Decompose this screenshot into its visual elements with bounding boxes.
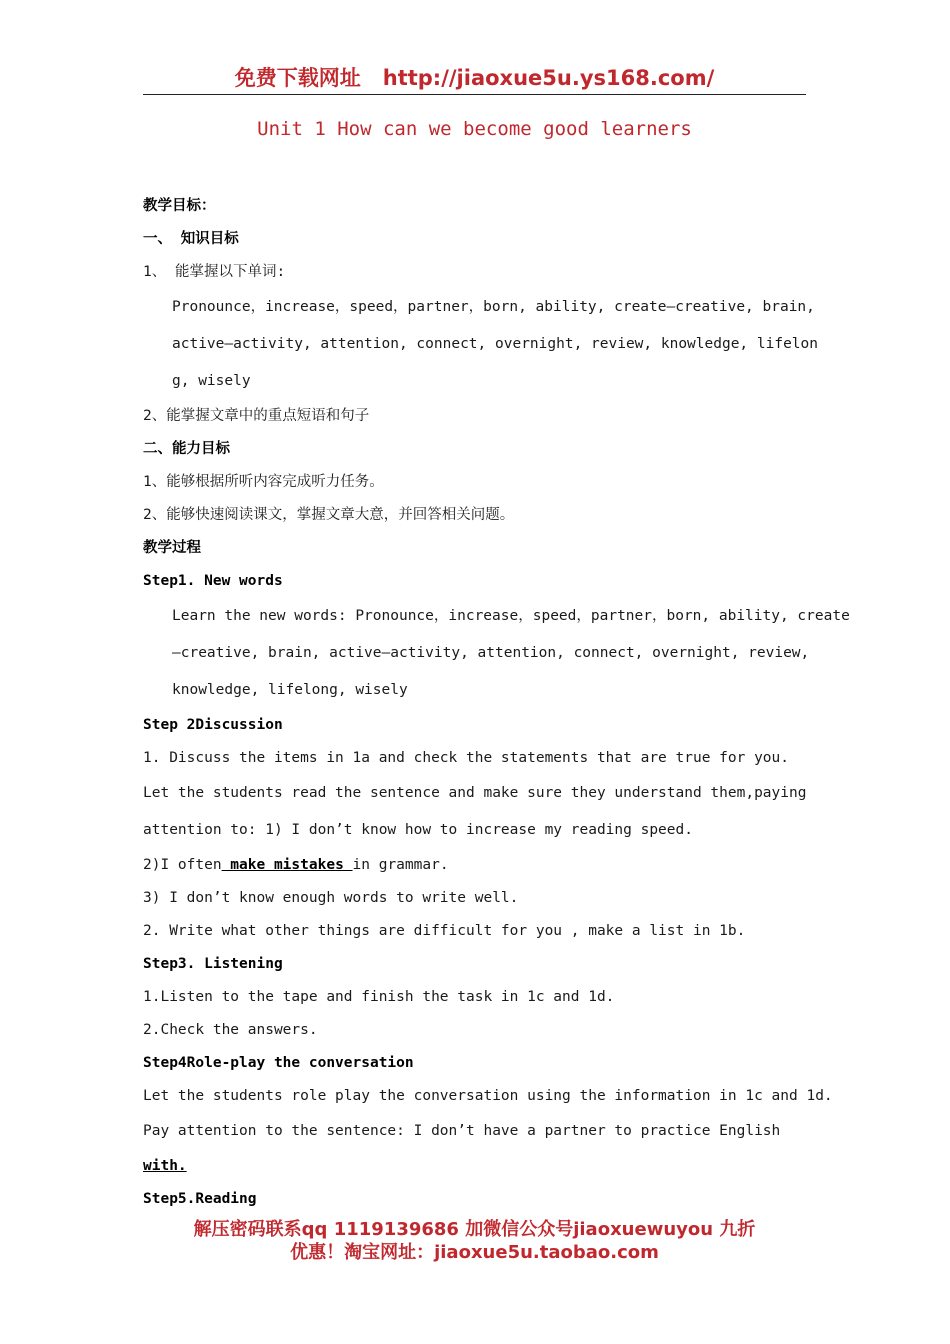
step1-line-2: —creative, brain, active—activity, attention, connect, overnight, review, <box>172 645 810 661</box>
page-title: Unit 1 How can we become good learners <box>257 118 692 140</box>
ability-item-1: 1、能够根据所听内容完成听力任务。 <box>143 474 384 490</box>
step2-line-4 <box>143 849 806 882</box>
step4-with: with. <box>143 1158 187 1174</box>
objectives-heading: 教学目标： <box>143 198 216 214</box>
header-label: 免费下载网址 <box>234 66 361 90</box>
footer-line-2: 优惠！淘宝网址：jiaoxue5u.taobao.com <box>290 1242 659 1263</box>
step2-line-3: attention to: 1) I don’t know how to increase my reading speed. <box>143 822 693 838</box>
process-heading: 教学过程 <box>143 540 201 556</box>
ability-heading: 二、能力目标 <box>143 441 230 457</box>
header-divider <box>143 94 806 95</box>
step2-line-4-post: in grammar. <box>352 857 449 873</box>
key-phrase: make mistakes <box>221 857 353 873</box>
step3-line-1: 1.Listen to the tape and finish the task in 1c and 1d. <box>143 989 615 1005</box>
knowledge-item-1: 1、 能掌握以下单词: <box>143 264 286 280</box>
download-footer <box>143 1218 806 1264</box>
step4-line-1: Let the students role play the conversation using the information in 1c and 1d. <box>143 1088 833 1104</box>
step3-line-2: 2.Check the answers. <box>143 1022 318 1038</box>
word-list-line-3: g, wisely <box>172 373 251 389</box>
footer-line-1: 解压密码联系qq 1119139686 加微信公众号jiaoxuewuyou 九折 <box>193 1219 756 1240</box>
ability-item-2: 2、能够快速阅读课文，掌握文章大意，并回答相关问题。 <box>143 507 515 523</box>
step2-line-1: 1. Discuss the items in 1a and check the statements that are true for you. <box>143 750 790 766</box>
download-header <box>143 62 806 92</box>
step1-line-1: Learn the new words: Pronounce，increase，speed，partner，born, ability, create <box>172 608 850 624</box>
step4-line-2: Pay attention to the sentence: I don’t have a partner to practice English <box>143 1123 781 1139</box>
step2-heading: Step 2Discussion <box>143 717 283 733</box>
step2-line-5: 3) I don’t know enough words to write well. <box>143 890 519 906</box>
knowledge-heading: 一、 知识目标 <box>143 231 239 247</box>
step4-heading: Step4Role-play the conversation <box>143 1055 414 1071</box>
step5-heading: Step5.Reading <box>143 1191 257 1207</box>
step2-line-4-pre: 2)I often <box>143 857 222 873</box>
step1-line-3: knowledge, lifelong, wisely <box>172 682 408 698</box>
step4-line-3 <box>143 1150 806 1183</box>
header-url-link[interactable]: http://jiaoxue5u.ys168.com/ <box>382 66 715 90</box>
document-body <box>143 190 850 1216</box>
word-list-line-1: Pronounce，increase，speed，partner，born, ability, create—creative, brain, <box>172 299 815 315</box>
step2-line-6: 2. Write what other things are difficult for you , make a list in 1b. <box>143 923 746 939</box>
word-list-line-2: active—activity, attention, connect, overnight, review, knowledge, lifelon <box>172 336 819 352</box>
step1-heading: Step1. New words <box>143 573 283 589</box>
step3-heading: Step3. Listening <box>143 956 283 972</box>
step2-line-2: Let the students read the sentence and make sure they understand them,paying <box>143 785 807 801</box>
knowledge-item-2: 2、能掌握文章中的重点短语和句子 <box>143 408 370 424</box>
